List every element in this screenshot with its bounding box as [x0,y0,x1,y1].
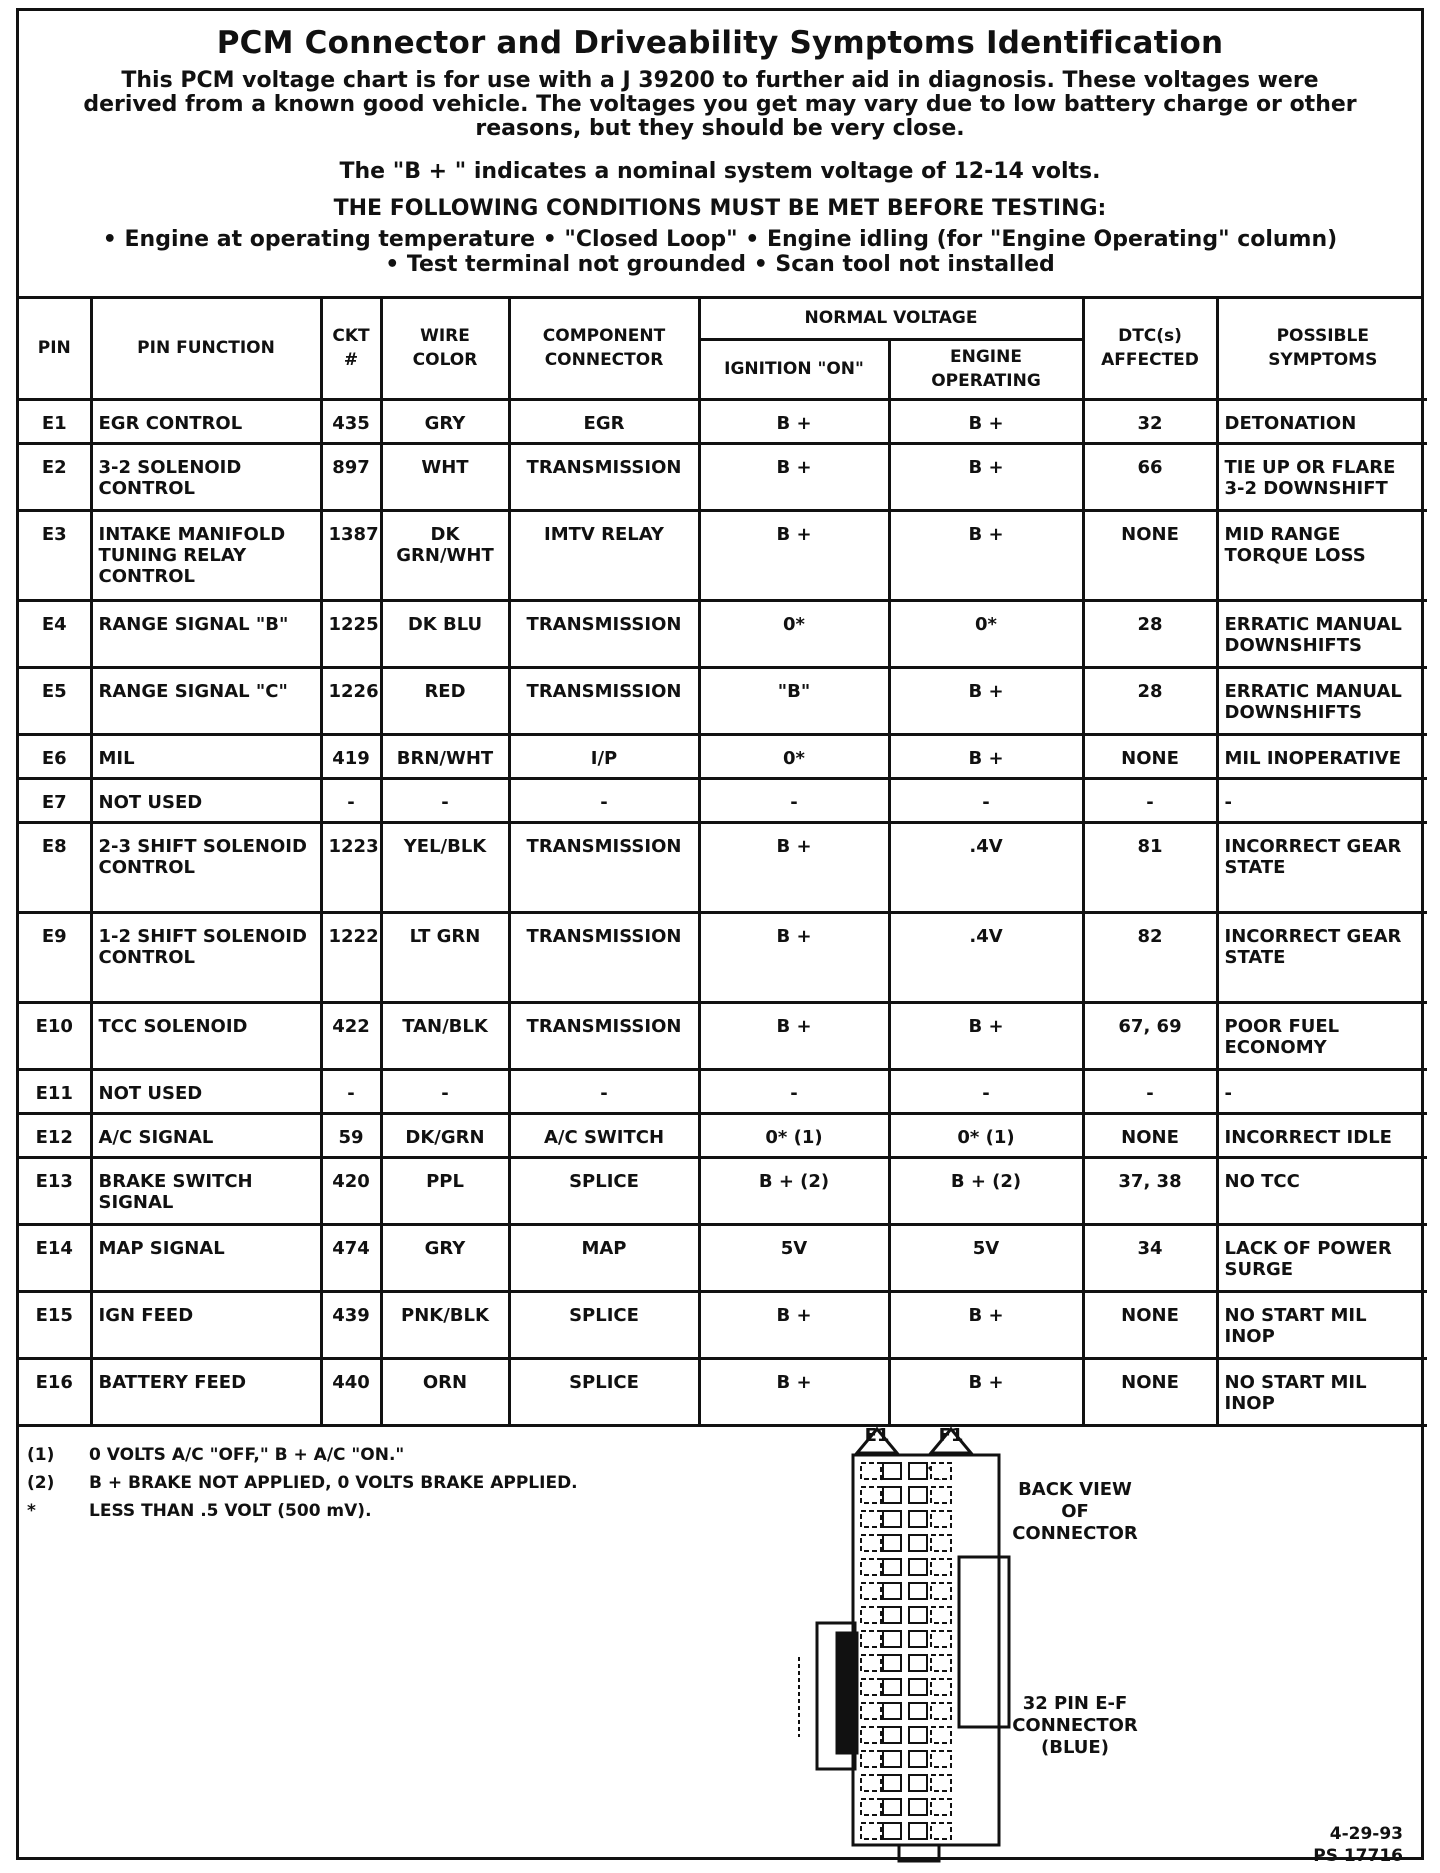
pin-cell: E4 [19,600,91,667]
stamp-ps-number: PS 17716 [1313,1845,1403,1866]
dtc-cell: - [1083,1069,1217,1113]
table-row [19,1113,1427,1157]
wire-color-cell: WHT [381,443,509,510]
pin-cavity-outer [931,1823,951,1839]
ckt-cell: 419 [321,734,381,778]
pin-cavity [883,1607,901,1623]
pin-cavity [883,1487,901,1503]
pin-cavity-outer [861,1655,881,1671]
pin-cavity-outer [861,1679,881,1695]
pin-cavity [909,1655,927,1671]
engine-operating-cell: 5V [889,1224,1083,1291]
wire-color-cell: TAN/BLK [381,1002,509,1069]
symptom-cell: LACK OF POWER SURGE [1217,1224,1427,1291]
pin-cavity [909,1535,927,1551]
f1-label: F1 [938,1424,964,1446]
pin-cavity-outer [861,1775,881,1791]
ckt-cell: 1226 [321,667,381,734]
pin-cavity-outer [931,1463,951,1479]
footnote-1: (1) 0 VOLTS A/C "OFF," B + A/C "ON." [27,1444,405,1465]
pin-cell: E6 [19,734,91,778]
ckt-cell: 440 [321,1358,381,1425]
ignition-on-cell: - [699,778,889,822]
pin-cavity [909,1727,927,1743]
ignition-on-cell: B + (2) [699,1157,889,1224]
table-row [19,1157,1427,1224]
header-engine-operating: ENGINE OPERATING [889,339,1083,399]
chart-footer [19,1424,1421,1873]
pin-cavity [883,1655,901,1671]
pin-cavity [909,1487,927,1503]
document-stamp [1313,1823,1403,1867]
pin-cavity [883,1823,901,1839]
function-cell: EGR CONTROL [91,399,321,443]
dtc-cell: NONE [1083,1358,1217,1425]
ckt-cell: 474 [321,1224,381,1291]
ckt-cell: - [321,1069,381,1113]
symptom-cell: NO START MIL INOP [1217,1358,1427,1425]
ckt-cell: 435 [321,399,381,443]
function-cell: TCC SOLENOID [91,1002,321,1069]
dtc-cell: NONE [1083,1291,1217,1358]
engine-operating-cell: B + [889,1291,1083,1358]
engine-operating-cell: B + [889,667,1083,734]
engine-operating-cell: 0* (1) [889,1113,1083,1157]
pin-cavity [909,1463,927,1479]
pin-cavity [909,1631,927,1647]
pin-cell: E8 [19,822,91,912]
engine-operating-cell: B + [889,443,1083,510]
dtc-cell: NONE [1083,1113,1217,1157]
pin-cavity-outer [931,1487,951,1503]
component-cell: TRANSMISSION [509,912,699,1002]
pin-cell: E15 [19,1291,91,1358]
pin-cavity-outer [931,1679,951,1695]
engine-operating-cell: - [889,778,1083,822]
symptom-cell: ERRATIC MANUAL DOWNSHIFTS [1217,600,1427,667]
component-cell: A/C SWITCH [509,1113,699,1157]
pin-cavity-outer [861,1703,881,1719]
chart-header [19,11,1421,299]
header-dtc: DTC(s) AFFECTED [1083,299,1217,399]
table-row [19,1224,1427,1291]
symptom-cell: DETONATION [1217,399,1427,443]
header-normal-voltage: NORMAL VOLTAGE [699,299,1083,339]
pin-cavity-outer [931,1775,951,1791]
pin-cavity [883,1799,901,1815]
ckt-cell: 1225 [321,600,381,667]
pin-cavity [909,1607,927,1623]
engine-operating-cell: - [889,1069,1083,1113]
symptom-cell: INCORRECT GEAR STATE [1217,912,1427,1002]
header-ckt: CKT # [321,299,381,399]
header-ignition-on: IGNITION "ON" [699,339,889,399]
table-row [19,510,1427,600]
page-title: PCM Connector and Driveability Symptoms Identification [216,25,1224,61]
pin-cell: E3 [19,510,91,600]
pin-cavity-outer [861,1799,881,1815]
dtc-cell: 34 [1083,1224,1217,1291]
pin-cavity [883,1775,901,1791]
table-row [19,1358,1427,1425]
component-cell: SPLICE [509,1358,699,1425]
connector-label: 32 PIN E-F CONNECTOR (BLUE) [1012,1692,1138,1758]
engine-operating-cell: .4V [889,912,1083,1002]
component-cell: TRANSMISSION [509,667,699,734]
pin-cavity [883,1631,901,1647]
symptom-cell: - [1217,778,1427,822]
pin-cell: E12 [19,1113,91,1157]
connector-diagram [19,1424,1421,1873]
ignition-on-cell: 5V [699,1224,889,1291]
wire-color-cell: GRY [381,399,509,443]
wire-color-cell: - [381,1069,509,1113]
symptom-cell: TIE UP OR FLARE 3-2 DOWNSHIFT [1217,443,1427,510]
symptom-cell: - [1217,1069,1427,1113]
component-cell: I/P [509,734,699,778]
symptom-cell: NO START MIL INOP [1217,1291,1427,1358]
ignition-on-cell: 0* [699,734,889,778]
pin-cavity-outer [931,1583,951,1599]
pin-cavity-outer [861,1559,881,1575]
function-cell: IGN FEED [91,1291,321,1358]
wire-color-cell: PPL [381,1157,509,1224]
pin-cavity [883,1583,901,1599]
e1-label: E1 [864,1424,890,1446]
ignition-on-cell: - [699,1069,889,1113]
dtc-cell: NONE [1083,734,1217,778]
pin-cavity [909,1823,927,1839]
pin-cavity-outer [931,1607,951,1623]
conditions-list [59,227,1381,277]
table-row [19,1002,1427,1069]
pin-cavity-outer [861,1727,881,1743]
wire-color-cell: PNK/BLK [381,1291,509,1358]
wire-color-cell: DK GRN/WHT [381,510,509,600]
ignition-on-cell: B + [699,912,889,1002]
pin-cavity [883,1703,901,1719]
pin-cell: E1 [19,399,91,443]
wire-color-cell: LT GRN [381,912,509,1002]
table-row [19,912,1427,1002]
wire-color-cell: - [381,778,509,822]
dtc-cell: 66 [1083,443,1217,510]
symptom-cell: NO TCC [1217,1157,1427,1224]
engine-operating-cell: B + [889,1002,1083,1069]
pin-cavity-outer [931,1751,951,1767]
symptom-cell: POOR FUEL ECONOMY [1217,1002,1427,1069]
component-cell: - [509,1069,699,1113]
engine-operating-cell: .4V [889,822,1083,912]
engine-operating-cell: B + (2) [889,1157,1083,1224]
intro-text: This PCM voltage chart is for use with a J 39200 to further aid in diagnosis. These voltages were derived from a known good vehicle. The voltages you get may vary due to low battery charge or other reasons, but they should be very close. [83,68,1357,141]
ckt-cell: 59 [321,1113,381,1157]
function-cell: BATTERY FEED [91,1358,321,1425]
function-cell: 2-3 SHIFT SOLENOID CONTROL [91,822,321,912]
dtc-cell: 37, 38 [1083,1157,1217,1224]
pin-cavity-outer [861,1487,881,1503]
pin-cavity [909,1775,927,1791]
function-cell: RANGE SIGNAL "C" [91,667,321,734]
pin-cell: E16 [19,1358,91,1425]
pin-cavity-outer [861,1535,881,1551]
component-cell: MAP [509,1224,699,1291]
pin-cavity-outer [931,1727,951,1743]
header-wire-color: WIRE COLOR [381,299,509,399]
dtc-cell: NONE [1083,510,1217,600]
ckt-cell: 1387 [321,510,381,600]
engine-operating-cell: B + [889,510,1083,600]
pin-cavity-outer [861,1607,881,1623]
table-row [19,1069,1427,1113]
pin-cavity [909,1511,927,1527]
symptom-cell: INCORRECT IDLE [1217,1113,1427,1157]
component-cell: TRANSMISSION [509,600,699,667]
bplus-note: The "B + " indicates a nominal system voltage of 12-14 volts. [339,159,1101,184]
component-cell: TRANSMISSION [509,443,699,510]
wire-color-cell: RED [381,667,509,734]
wire-color-cell: DK/GRN [381,1113,509,1157]
pin-cavity [883,1727,901,1743]
pin-cavity-outer [931,1631,951,1647]
table-row [19,399,1427,443]
pin-cavity [909,1559,927,1575]
pin-cavity-outer [931,1655,951,1671]
function-cell: A/C SIGNAL [91,1113,321,1157]
table-row [19,778,1427,822]
ignition-on-cell: B + [699,1002,889,1069]
pin-cavity-outer [931,1535,951,1551]
ckt-cell: 420 [321,1157,381,1224]
pin-cavity-outer [861,1751,881,1767]
wire-color-cell: ORN [381,1358,509,1425]
ckt-cell: 897 [321,443,381,510]
pin-cell: E14 [19,1224,91,1291]
ckt-cell: 1222 [321,912,381,1002]
pin-cavity [883,1751,901,1767]
wire-color-cell: DK BLU [381,600,509,667]
pin-cell: E9 [19,912,91,1002]
engine-operating-cell: 0* [889,600,1083,667]
function-cell: NOT USED [91,778,321,822]
dtc-cell: 67, 69 [1083,1002,1217,1069]
component-cell: - [509,778,699,822]
pin-cavity [883,1535,901,1551]
table-row [19,667,1427,734]
engine-operating-cell: B + [889,399,1083,443]
pin-cell: E2 [19,443,91,510]
function-cell: MAP SIGNAL [91,1224,321,1291]
component-cell: TRANSMISSION [509,1002,699,1069]
pin-cell: E7 [19,778,91,822]
table-row [19,443,1427,510]
table-row [19,1291,1427,1358]
function-cell: 3-2 SOLENOID CONTROL [91,443,321,510]
wire-color-cell: BRN/WHT [381,734,509,778]
dtc-cell: 81 [1083,822,1217,912]
footnote-3: * LESS THAN .5 VOLT (500 mV). [27,1500,372,1521]
ckt-cell: - [321,778,381,822]
pin-cavity-outer [931,1559,951,1575]
footnote-2: (2) B + BRAKE NOT APPLIED, 0 VOLTS BRAKE APPLIED. [27,1472,578,1493]
function-cell: BRAKE SWITCH SIGNAL [91,1157,321,1224]
ignition-on-cell: B + [699,443,889,510]
ignition-on-cell: 0* [699,600,889,667]
pin-cavity [909,1799,927,1815]
table-row [19,734,1427,778]
symptom-cell: MID RANGE TORQUE LOSS [1217,510,1427,600]
pin-cavity [883,1511,901,1527]
function-cell: MIL [91,734,321,778]
wire-color-cell: GRY [381,1224,509,1291]
engine-operating-cell: B + [889,734,1083,778]
pin-cavity-outer [931,1703,951,1719]
dtc-cell: - [1083,778,1217,822]
ignition-on-cell: B + [699,1291,889,1358]
pin-cavity [909,1583,927,1599]
pin-cavity-outer [861,1583,881,1599]
table-row [19,822,1427,912]
engine-operating-cell: B + [889,1358,1083,1425]
dtc-cell: 82 [1083,912,1217,1002]
component-cell: SPLICE [509,1157,699,1224]
dtc-cell: 28 [1083,667,1217,734]
component-cell: IMTV RELAY [509,510,699,600]
dtc-cell: 28 [1083,600,1217,667]
ckt-cell: 1223 [321,822,381,912]
component-cell: EGR [509,399,699,443]
table-row [19,600,1427,667]
pin-cavity [909,1703,927,1719]
ignition-on-cell: 0* (1) [699,1113,889,1157]
pin-cavity-outer [931,1799,951,1815]
ignition-on-cell: B + [699,510,889,600]
header-symptoms: POSSIBLE SYMPTOMS [1217,299,1427,399]
conditions-line-2: • Test terminal not grounded • Scan tool not installed [385,252,1055,277]
pin-cavity [883,1463,901,1479]
pin-cavity-outer [861,1511,881,1527]
symptom-cell: MIL INOPERATIVE [1217,734,1427,778]
pin-cavity-outer [931,1511,951,1527]
pin-cavity [883,1559,901,1575]
ignition-on-cell: "B" [699,667,889,734]
conditions-line-1: • Engine at operating temperature • "Closed Loop" • Engine idling (for "Engine Operating" column) [102,227,1338,252]
pin-cell: E10 [19,1002,91,1069]
ignition-on-cell: B + [699,1358,889,1425]
header-component-connector: COMPONENT CONNECTOR [509,299,699,399]
ckt-cell: 439 [321,1291,381,1358]
conditions-title: THE FOLLOWING CONDITIONS MUST BE MET BEFORE TESTING: [333,196,1107,221]
pin-cavity [883,1679,901,1695]
pin-cavity-outer [861,1823,881,1839]
pin-cell: E5 [19,667,91,734]
ignition-on-cell: B + [699,399,889,443]
pin-cell: E13 [19,1157,91,1224]
function-cell: NOT USED [91,1069,321,1113]
dtc-cell: 32 [1083,399,1217,443]
chart-sheet [16,8,1424,1866]
symptom-cell: INCORRECT GEAR STATE [1217,822,1427,912]
symptom-cell: ERRATIC MANUAL DOWNSHIFTS [1217,667,1427,734]
function-cell: 1-2 SHIFT SOLENOID CONTROL [91,912,321,1002]
pin-table [19,299,1427,1427]
function-cell: RANGE SIGNAL "B" [91,600,321,667]
pin-cavity-outer [861,1463,881,1479]
component-cell: SPLICE [509,1291,699,1358]
function-cell: INTAKE MANIFOLD TUNING RELAY CONTROL [91,510,321,600]
stamp-date: 4-29-93 [1329,1823,1403,1844]
header-pin-function: PIN FUNCTION [91,299,321,399]
header-pin: PIN [19,299,91,399]
ckt-cell: 422 [321,1002,381,1069]
pin-cavity-outer [861,1631,881,1647]
pin-cavity [909,1751,927,1767]
ignition-on-cell: B + [699,822,889,912]
pin-cavity [909,1679,927,1695]
back-view-label: BACK VIEW OF CONNECTOR [1012,1478,1138,1544]
wire-color-cell: YEL/BLK [381,822,509,912]
component-cell: TRANSMISSION [509,822,699,912]
pin-cell: E11 [19,1069,91,1113]
